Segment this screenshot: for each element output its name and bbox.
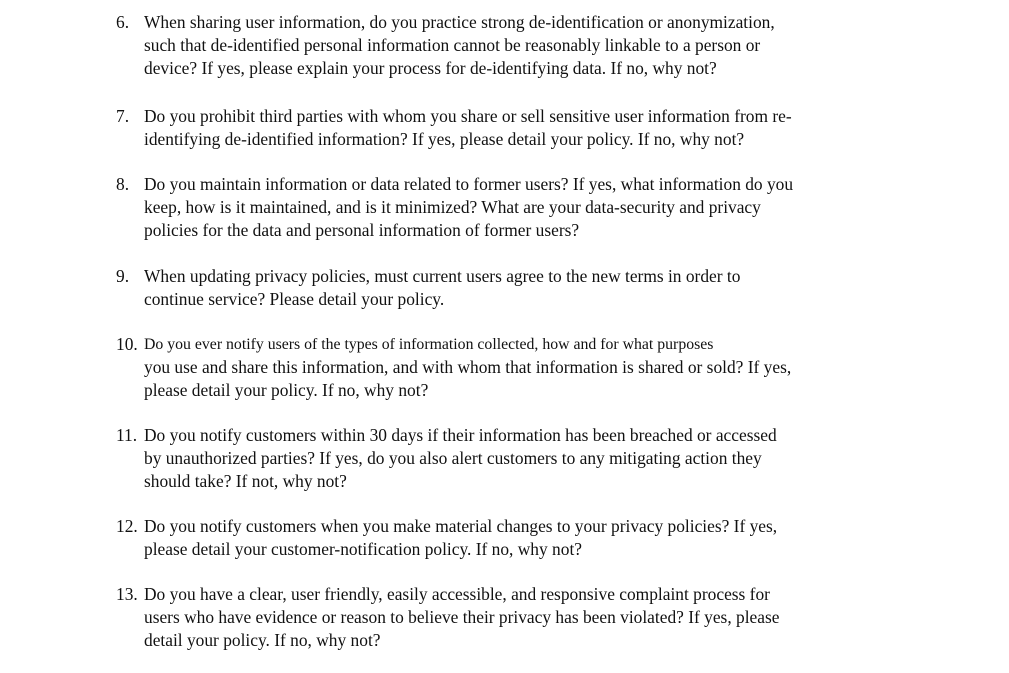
question-line: Do you notify customers within 30 days if their information has been breached or accessed: [144, 425, 777, 445]
question-line: When sharing user information, do you practice strong de-identification or anonymization,: [144, 12, 775, 32]
question-text: [144, 265, 896, 311]
question-text: [144, 333, 896, 402]
question-text: [144, 424, 896, 493]
question-13: [116, 583, 896, 652]
question-number: 10.: [116, 334, 138, 354]
question-text: [144, 173, 896, 242]
question-line: by unauthorized parties? If yes, do you also alert customers to any mitigating action they: [144, 448, 762, 468]
question-number: 8.: [116, 174, 130, 194]
question-8: [116, 173, 896, 242]
question-line: Do you prohibit third parties with whom you share or sell sensitive user information from re-: [144, 106, 792, 126]
question-10: [116, 333, 896, 402]
question-number: 12.: [116, 516, 138, 536]
question-line: When updating privacy policies, must current users agree to the new terms in order to: [144, 266, 741, 286]
question-text: [144, 515, 896, 561]
question-12: [116, 515, 896, 561]
question-line: you use and share this information, and with whom that information is shared or sold? If yes,: [144, 357, 792, 377]
question-line: Do you ever notify users of the types of information collected, how and for what purposes: [144, 336, 714, 353]
question-line: policies for the data and personal information of former users?: [144, 220, 580, 240]
question-line: Do you have a clear, user friendly, easily accessible, and responsive complaint process for: [144, 584, 770, 604]
question-line: continue service? Please detail your policy.: [144, 289, 445, 309]
question-line: please detail your policy. If no, why not?: [144, 380, 429, 400]
question-line: such that de-identified personal information cannot be reasonably linkable to a person or: [144, 35, 761, 55]
question-number: 13.: [116, 584, 138, 604]
question-text: [144, 583, 896, 652]
question-number: 11.: [116, 425, 138, 445]
question-line: keep, how is it maintained, and is it minimized? What are your data-security and privacy: [144, 197, 761, 217]
question-line: users who have evidence or reason to believe their privacy has been violated? If yes, please: [144, 607, 780, 627]
question-line: detail your policy. If no, why not?: [144, 630, 381, 650]
question-11: [116, 424, 896, 493]
question-number: 7.: [116, 106, 130, 126]
question-9: [116, 265, 896, 311]
question-line: device? If yes, please explain your process for de-identifying data. If no, why not?: [144, 58, 717, 78]
question-line: identifying de-identified information? If yes, please detail your policy. If no, why not?: [144, 129, 745, 149]
question-line: please detail your customer-notification policy. If no, why not?: [144, 539, 582, 559]
question-line: Do you notify customers when you make material changes to your privacy policies? If yes,: [144, 516, 778, 536]
question-number: 6.: [116, 12, 130, 32]
question-text: [144, 11, 896, 80]
question-line: should take? If not, why not?: [144, 471, 347, 491]
question-text: [144, 105, 896, 151]
question-number: 9.: [116, 266, 130, 286]
question-6: [116, 11, 896, 80]
question-7: [116, 105, 896, 151]
question-line: Do you maintain information or data related to former users? If yes, what information do you: [144, 174, 794, 194]
